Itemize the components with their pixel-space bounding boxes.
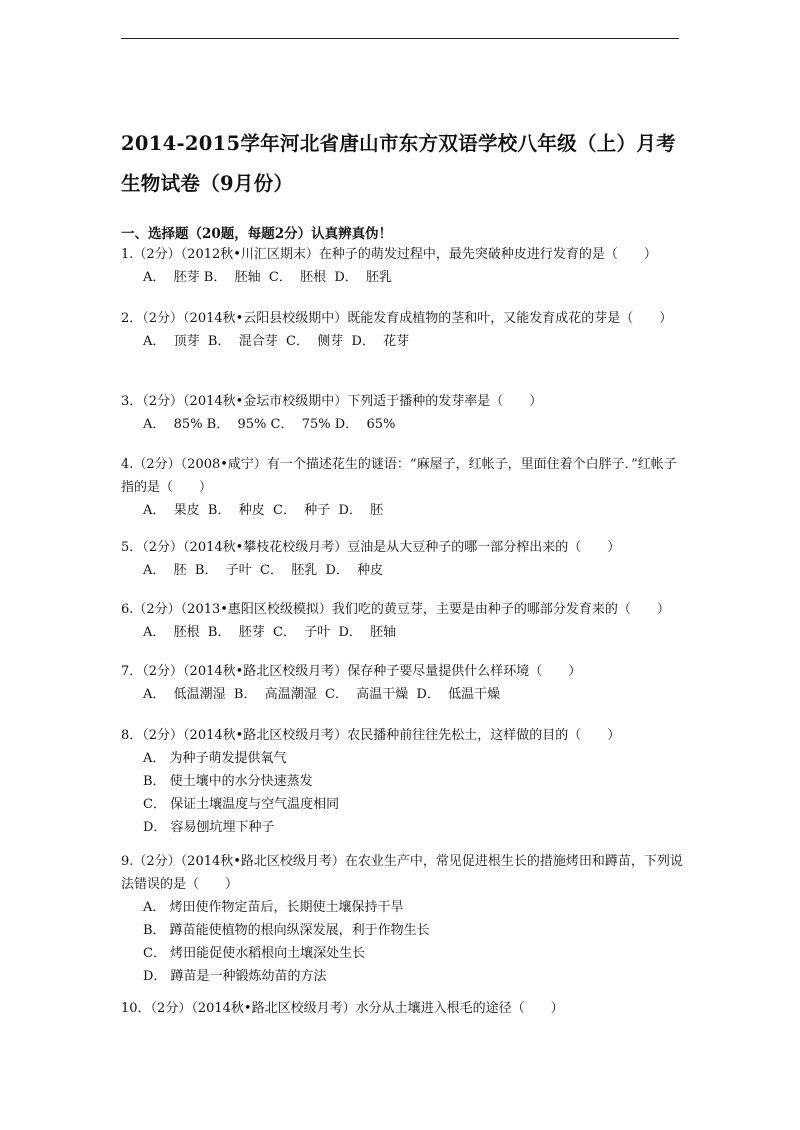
question-9 <box>121 850 686 988</box>
question-1 <box>121 243 686 289</box>
question-10 <box>121 997 686 1020</box>
question-3 <box>121 390 686 436</box>
option-c: C． 烤田能促使水稻根向土壤深处生长 <box>143 946 366 961</box>
question-stem: 6.（2分）（2013•惠阳区校级模拟）我们吃的黄豆芽，主要是由种子的哪部分发育来的（ ） <box>121 602 670 617</box>
document-title: 2014-2015学年河北省唐山市东方双语学校八年级（上）月考生物试卷（9月份） <box>121 132 676 195</box>
header-rule <box>121 38 679 39</box>
question-stem: 4.（2分）（2008•咸宁）有一个描述花生的谜语：“麻屋子，红帐子，里面住着个白胖子．”红帐子指的是（ ） <box>121 457 677 495</box>
question-options: A． 胚 B． 子叶 C． 胚乳 D． 种皮 <box>143 563 384 578</box>
option-a: A． 为种子萌发提供氧气 <box>143 751 287 766</box>
question-stem: 1.（2分）（2012秋•川汇区期末）在种子的萌发过程中，最先突破种皮进行发育的是（ ） <box>121 247 657 262</box>
question-2 <box>121 307 686 353</box>
option-d: D． 蹲苗是一种锻炼幼苗的方法 <box>143 969 327 984</box>
option-b: B． 蹲苗能使植物的根向纵深发展，利于作物生长 <box>143 923 430 938</box>
question-stem: 10．（2分）（2014秋•路北区校级月考）水分从土壤进入根毛的途径（ ） <box>121 1001 564 1016</box>
question-5 <box>121 536 686 582</box>
question-stem: 7．（2分）（2014秋•路北区校级月考）保存种子要尽量提供什么样环境（ ） <box>121 664 582 679</box>
question-stem: 8．（2分）（2014秋•路北区校级月考）农民播种前往往先松土，这样做的目的（ ） <box>121 728 621 743</box>
option-a: A． 烤田使作物定苗后，长期使土壤保持干旱 <box>143 900 404 915</box>
question-7 <box>121 660 686 706</box>
question-options: A． 低温潮湿 B． 高温潮湿 C． 高温干燥 D． 低温干燥 <box>143 687 501 702</box>
question-stem: 9.（2分）（2014秋•路北区校级月考）在农业生产中，常见促进根生长的措施烤田和蹲苗，下列说法错误的是（ ） <box>121 854 683 892</box>
section-heading: 一、选择题（20题，每题2分）认真辨真伪！ <box>121 226 393 242</box>
question-options: A． 果皮 B． 种皮 C． 种子 D． 胚 <box>143 503 384 518</box>
question-8 <box>121 724 686 839</box>
option-d: D． 容易刨坑埋下种子 <box>143 820 275 835</box>
option-c: C． 保证土壤温度与空气温度相同 <box>143 797 340 812</box>
question-options: A． 胚根 B． 胚芽 C． 子叶 D． 胚轴 <box>143 625 397 640</box>
question-options: A． 85% B． 95% C． 75% D． 65% <box>143 417 396 432</box>
question-stem: 5．（2分）（2014秋•攀枝花校级月考）豆油是从大豆种子的哪一部分榨出来的（ ） <box>121 540 621 555</box>
option-b: B． 使土壤中的水分快速蒸发 <box>143 774 313 789</box>
question-options: A． 胚芽 B． 胚轴 C． 胚根 D． 胚乳 <box>143 270 393 285</box>
question-4 <box>121 453 686 522</box>
question-6 <box>121 598 686 644</box>
question-stem: 3．（2分）（2014秋•金坛市校级期中）下列适于播种的发芽率是（ ） <box>121 394 543 409</box>
question-options: A． 顶芽 B． 混合芽 C． 侧芽 D． 花芽 <box>143 334 410 349</box>
question-stem: 2．（2分）（2014秋•云阳县校级期中）既能发育成植物的茎和叶，又能发育成花的芽是（ ） <box>121 311 673 326</box>
